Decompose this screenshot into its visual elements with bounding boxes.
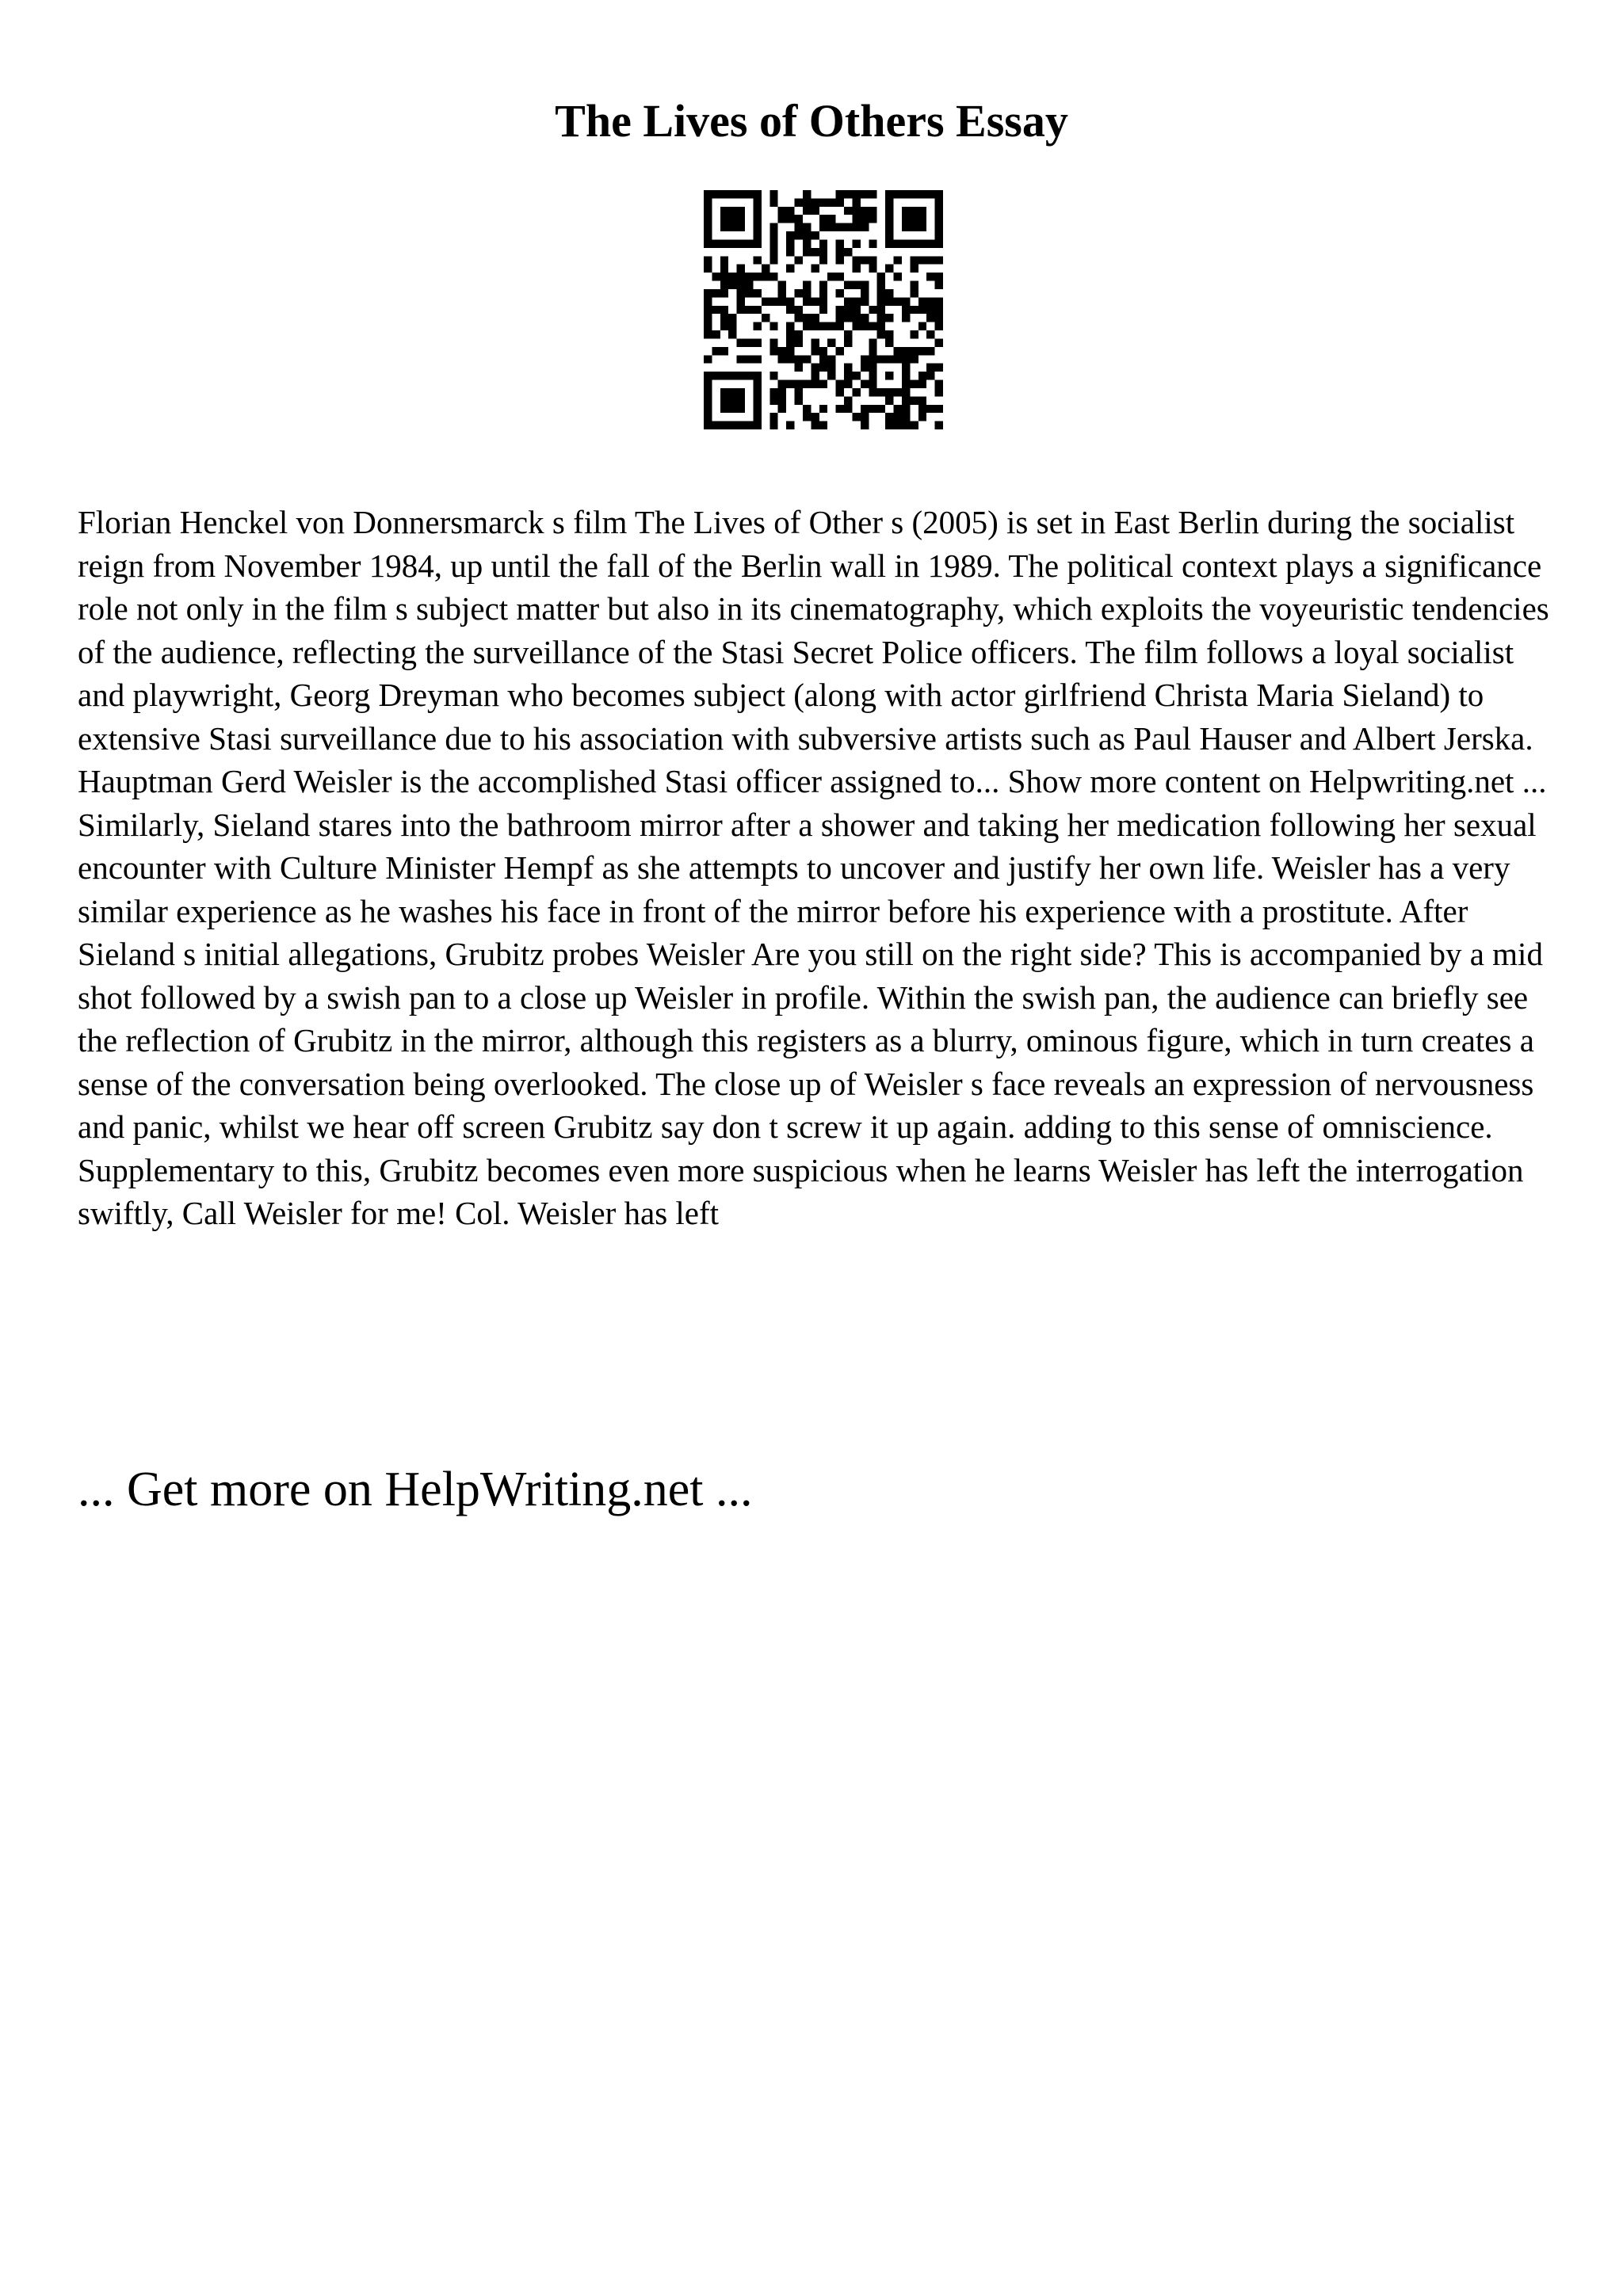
paragraph-intro: Florian Henckel von Donnersmarck s film The Lives of Other s (2005) is set in East Berlin during the socialist reign from November 1984, up until the fall of the Berlin wall in 1989. The political context plays a significance role not only in the film s subject matter but also in its cinematography, which exploits the voyeuristic tendencies of the audience, reflecting the surveillance of the Stasi Secret Police officers. The film follows a loyal socialist and playwright, Georg Dreyman who becomes subject (along with actor girlfriend Christa Maria Sieland) to extensive Stasi surveillance due to his association with subversive artists such as Paul Hauser and Albert Jerska. Hauptman Gerd Weisler is the accomplished Stasi officer assigned to... Show more content on Helpwriting.net ... xyxy=(78,504,1549,799)
essay-body xyxy=(78,501,1552,1235)
paragraph-analysis: Similarly, Sieland stares into the bathroom mirror after a shower and taking her medication following her sexual encounter with Culture Minister Hempf as she attempts to uncover and justify her own life. Weisler has a very similar experience as he washes his face in front of the mirror before his experience with a prostitute. After Sieland s initial allegations, Grubitz probes Weisler Are you still on the right side? This is accompanied by a mid shot followed by a swish pan to a close up Weisler in profile. Within the swish pan, the audience can briefly see the reflection of Grubitz in the mirror, although this registers as a blurry, ominous figure, which in turn creates a sense of the conversation being overlooked. The close up of Weisler s face reveals an expression of nervousness and panic, whilst we hear off screen Grubitz say don t screw it up again. adding to this sense of omniscience. Supplementary to this, Grubitz becomes even more suspicious when he learns Weisler has left the interrogation swiftly, Call Weisler for me! Col. Weisler has left xyxy=(78,806,1543,1231)
get-more-link[interactable]: ... Get more on HelpWriting.net ... xyxy=(78,1463,753,1516)
page-title: The Lives of Others Essay xyxy=(555,95,1068,147)
qr-code-icon xyxy=(704,190,943,429)
